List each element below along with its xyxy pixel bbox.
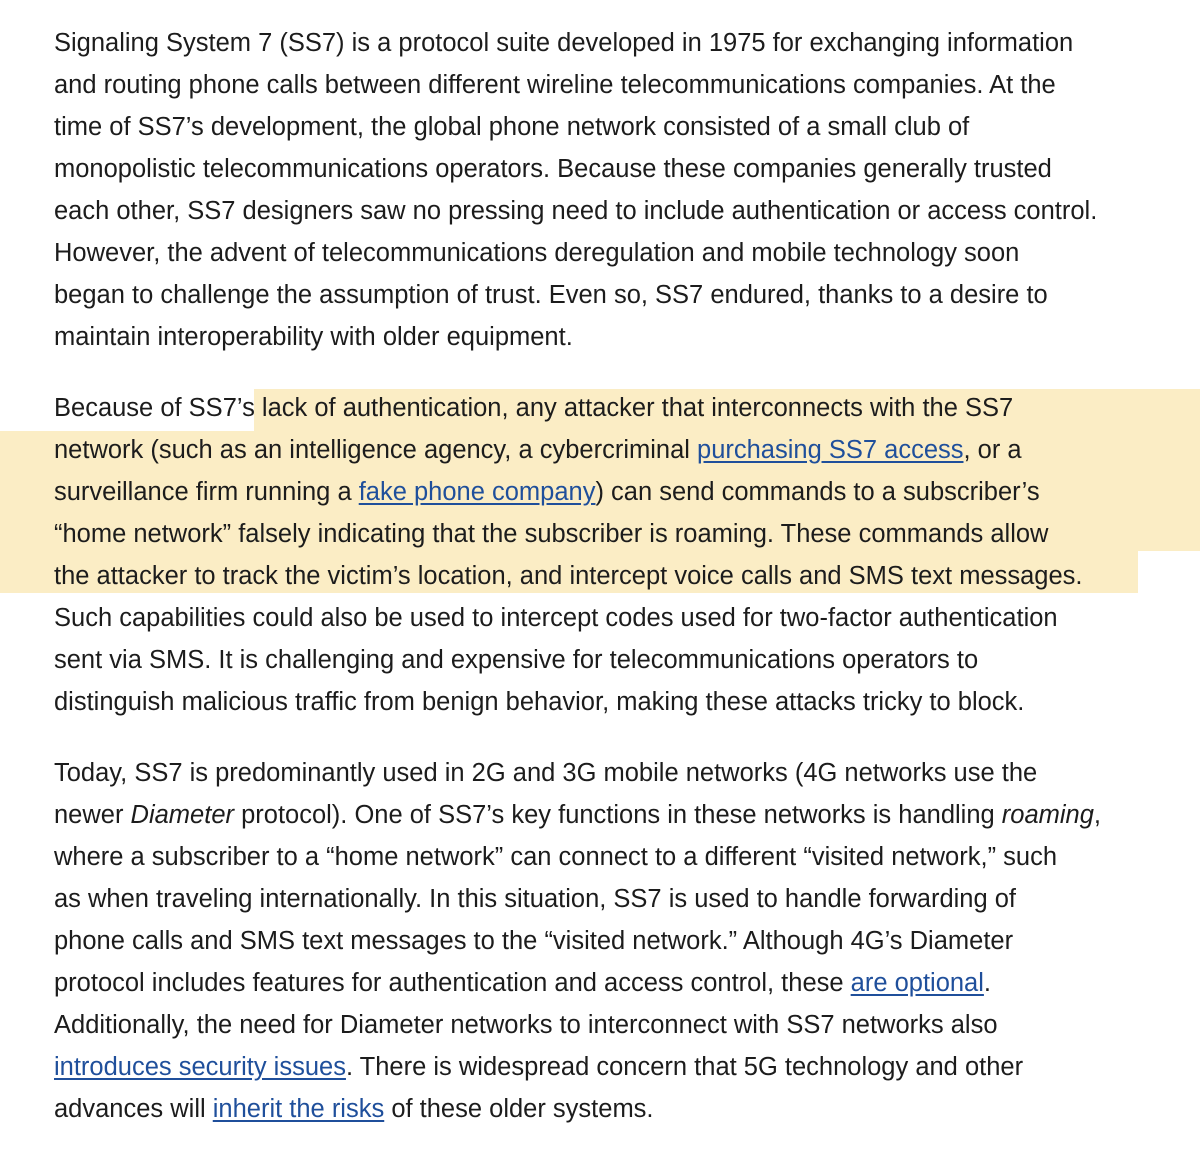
text-line: began to challenge the assumption of trust. Even so, SS7 endured, thanks to a desire to xyxy=(54,281,1048,309)
text-line: the attacker to track the victim’s location, and intercept voice calls and SMS text messages. xyxy=(54,562,1083,590)
text-line: Additionally, the need for Diameter networks to interconnect with SS7 networks also xyxy=(54,1011,998,1039)
link-introduces-security-issues[interactable]: introduces security issues xyxy=(54,1053,346,1081)
text-segment: newer xyxy=(54,801,131,829)
text-line xyxy=(54,1088,1174,1130)
text-segment: . There is widespread concern that 5G technology and other xyxy=(345,1053,1024,1081)
paragraph-ss7-intro xyxy=(54,22,1174,358)
text-line: phone calls and SMS text messages to the “visited network.” Although 4G’s Diameter xyxy=(54,927,1014,955)
text-line: Today, SS7 is predominantly used in 2G and 3G mobile networks (4G networks use the xyxy=(54,759,1038,787)
text-line: where a subscriber to a “home network” can connect to a different “visited network,” such xyxy=(54,843,1058,871)
paragraph-ss7-today xyxy=(54,752,1174,1130)
text-line: Such capabilities could also be used to intercept codes used for two-factor authentication xyxy=(54,604,1058,632)
text-line: monopolistic telecommunications operators. Because these companies generally trusted xyxy=(54,155,1052,183)
text-line: “home network” falsely indicating that the subscriber is roaming. These commands allow xyxy=(54,520,1049,548)
text-line: time of SS7’s development, the global phone network consisted of a small club of xyxy=(54,113,970,141)
text-segment: ) can send commands to a subscriber’s xyxy=(595,478,1040,506)
text-segment: protocol). One of SS7’s key functions in these networks is handling xyxy=(234,801,1002,829)
link-inherit-the-risks[interactable]: inherit the risks xyxy=(212,1095,385,1123)
text-segment: . xyxy=(983,969,991,997)
text-line xyxy=(54,429,1174,471)
text-line: and routing phone calls between different wireline telecommunications companies. At the xyxy=(54,71,1056,99)
text-line: maintain interoperability with older equipment. xyxy=(54,323,573,351)
text-segment: of these older systems. xyxy=(384,1095,654,1123)
text-line xyxy=(54,794,1174,836)
link-are-optional[interactable]: are optional xyxy=(850,969,984,997)
link-fake-phone-company[interactable]: fake phone company xyxy=(358,478,596,506)
text-line: sent via SMS. It is challenging and expensive for telecommunications operators to xyxy=(54,646,979,674)
emphasis-diameter: Diameter xyxy=(130,801,234,829)
text-segment: advances will xyxy=(54,1095,213,1123)
text-line xyxy=(54,471,1174,513)
text-segment: surveillance firm running a xyxy=(54,478,359,506)
emphasis-roaming: roaming xyxy=(1001,801,1094,829)
text-line xyxy=(54,962,1174,1004)
text-line: Because of SS7’s lack of authentication, any attacker that interconnects with the SS7 xyxy=(54,394,1014,422)
text-line: Signaling System 7 (SS7) is a protocol suite developed in 1975 for exchanging information xyxy=(54,29,1074,57)
text-line: as when traveling internationally. In this situation, SS7 is used to handle forwarding of xyxy=(54,885,1017,913)
paragraph-ss7-attacks xyxy=(54,387,1174,723)
text-line: distinguish malicious traffic from benign behavior, making these attacks tricky to block. xyxy=(54,688,1025,716)
text-segment: , xyxy=(1093,801,1102,829)
text-segment: , or a xyxy=(963,436,1022,464)
text-segment: network (such as an intelligence agency, a cybercriminal xyxy=(54,436,698,464)
text-line xyxy=(54,1046,1174,1088)
text-line: However, the advent of telecommunications deregulation and mobile technology soon xyxy=(54,239,1020,267)
article-body xyxy=(54,22,1174,1130)
text-segment: protocol includes features for authentication and access control, these xyxy=(54,969,851,997)
text-line: each other, SS7 designers saw no pressing need to include authentication or access control. xyxy=(54,197,1098,225)
link-purchasing-ss7-access[interactable]: purchasing SS7 access xyxy=(697,436,964,464)
